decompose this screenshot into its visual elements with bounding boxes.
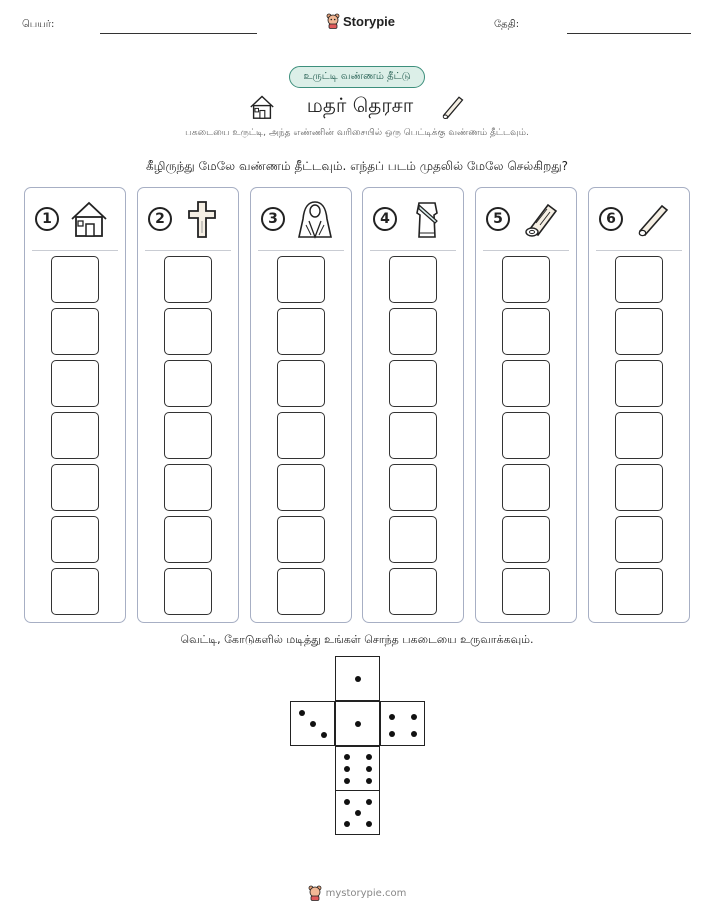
pip xyxy=(366,821,372,827)
die-face-1 xyxy=(335,656,380,701)
footer xyxy=(0,885,714,901)
box-stack xyxy=(389,256,437,620)
color-box[interactable] xyxy=(615,360,663,407)
die-face-6 xyxy=(335,746,380,791)
color-box[interactable] xyxy=(51,568,99,615)
color-box[interactable] xyxy=(51,464,99,511)
pip xyxy=(411,714,417,720)
color-box[interactable] xyxy=(277,256,325,303)
pip xyxy=(344,766,350,772)
cut-instruction: வெட்டி, கோடுகளில் மடித்து உங்கள் சொந்த பகடையை உருவாக்கவும். xyxy=(180,633,534,646)
box-stack xyxy=(51,256,99,620)
color-box[interactable] xyxy=(615,412,663,459)
name-label: பெயர்: xyxy=(22,19,55,30)
column-6 xyxy=(588,187,690,623)
pip xyxy=(344,754,350,760)
die-face-3 xyxy=(290,701,335,746)
color-box[interactable] xyxy=(164,412,212,459)
color-box[interactable] xyxy=(502,412,550,459)
column-divider xyxy=(145,250,231,251)
color-box[interactable] xyxy=(51,256,99,303)
pip xyxy=(344,821,350,827)
rolled-paper-icon xyxy=(633,199,673,239)
pip xyxy=(366,799,372,805)
date-line xyxy=(567,33,691,34)
color-box[interactable] xyxy=(389,360,437,407)
color-box[interactable] xyxy=(389,308,437,355)
column-number: 5 xyxy=(486,207,510,231)
pip xyxy=(344,778,350,784)
column-number: 6 xyxy=(599,207,623,231)
color-box[interactable] xyxy=(51,360,99,407)
page-title: மதர் தெரசா xyxy=(306,93,414,117)
column-5 xyxy=(475,187,577,623)
title-row xyxy=(0,90,714,124)
color-box[interactable] xyxy=(164,360,212,407)
box-stack xyxy=(502,256,550,620)
color-box[interactable] xyxy=(502,256,550,303)
pip xyxy=(355,721,361,727)
column-number: 1 xyxy=(35,207,59,231)
column-divider xyxy=(596,250,682,251)
column-number: 3 xyxy=(261,207,285,231)
color-box[interactable] xyxy=(51,516,99,563)
subtitle: பகடையை உருட்டி, அந்த எண்ணின் வரிசையில் ஒரு பெட்டிக்கு வண்ணம் தீட்டவும். xyxy=(185,128,529,138)
mascot-icon xyxy=(308,885,322,901)
instruction: கீழிருந்து மேலே வண்ணம் தீட்டவும். எந்தப் படம் முதலில் மேலே செல்கிறது? xyxy=(145,159,569,173)
die-face-4 xyxy=(380,701,425,746)
color-box[interactable] xyxy=(389,568,437,615)
pip xyxy=(299,710,305,716)
column-1 xyxy=(24,187,126,623)
color-box[interactable] xyxy=(502,308,550,355)
color-box[interactable] xyxy=(615,308,663,355)
die-face-1 xyxy=(335,701,380,746)
color-box[interactable] xyxy=(615,256,663,303)
box-stack xyxy=(615,256,663,620)
color-box[interactable] xyxy=(389,412,437,459)
house-icon xyxy=(69,199,109,239)
color-box[interactable] xyxy=(277,516,325,563)
column-divider xyxy=(32,250,118,251)
nun-icon xyxy=(295,199,335,239)
color-box[interactable] xyxy=(615,568,663,615)
box-stack xyxy=(164,256,212,620)
column-divider xyxy=(370,250,456,251)
pip xyxy=(366,766,372,772)
color-box[interactable] xyxy=(164,464,212,511)
cross-icon xyxy=(182,199,222,239)
date-label: தேதி: xyxy=(494,19,520,30)
color-box[interactable] xyxy=(277,464,325,511)
color-box[interactable] xyxy=(277,568,325,615)
column-divider xyxy=(258,250,344,251)
color-box[interactable] xyxy=(502,516,550,563)
color-box[interactable] xyxy=(615,464,663,511)
pip xyxy=(355,810,361,816)
die-face-5 xyxy=(335,790,380,835)
color-box[interactable] xyxy=(51,412,99,459)
sari-dress-icon xyxy=(407,199,447,239)
column-3 xyxy=(250,187,352,623)
rolled-paper-icon xyxy=(438,92,466,122)
column-number: 4 xyxy=(373,207,397,231)
color-box[interactable] xyxy=(615,516,663,563)
scroll-icon xyxy=(520,199,560,239)
color-box[interactable] xyxy=(51,308,99,355)
color-box[interactable] xyxy=(277,308,325,355)
pip xyxy=(366,754,372,760)
pip xyxy=(366,778,372,784)
column-2 xyxy=(137,187,239,623)
color-box[interactable] xyxy=(389,464,437,511)
house-icon xyxy=(247,93,277,121)
mascot-icon xyxy=(326,13,340,29)
brand-name: Storypie xyxy=(343,13,396,29)
column-divider xyxy=(483,250,569,251)
color-box[interactable] xyxy=(164,308,212,355)
pip xyxy=(389,714,395,720)
pip xyxy=(321,732,327,738)
color-box[interactable] xyxy=(277,360,325,407)
color-box[interactable] xyxy=(389,256,437,303)
color-box[interactable] xyxy=(502,360,550,407)
color-box[interactable] xyxy=(164,568,212,615)
color-box[interactable] xyxy=(502,464,550,511)
box-stack xyxy=(277,256,325,620)
color-box[interactable] xyxy=(502,568,550,615)
column-4 xyxy=(362,187,464,623)
pip xyxy=(310,721,316,727)
activity-badge: உருட்டி வண்ணம் தீட்டு xyxy=(289,66,425,88)
pip xyxy=(344,799,350,805)
color-box[interactable] xyxy=(277,412,325,459)
name-line xyxy=(100,33,257,34)
pip xyxy=(389,731,395,737)
pip xyxy=(411,731,417,737)
footer-url[interactable]: mystorypie.com xyxy=(325,887,407,899)
column-number: 2 xyxy=(148,207,172,231)
color-box[interactable] xyxy=(164,256,212,303)
color-box[interactable] xyxy=(164,516,212,563)
brand-logo xyxy=(326,13,395,29)
color-box[interactable] xyxy=(389,516,437,563)
pip xyxy=(355,676,361,682)
